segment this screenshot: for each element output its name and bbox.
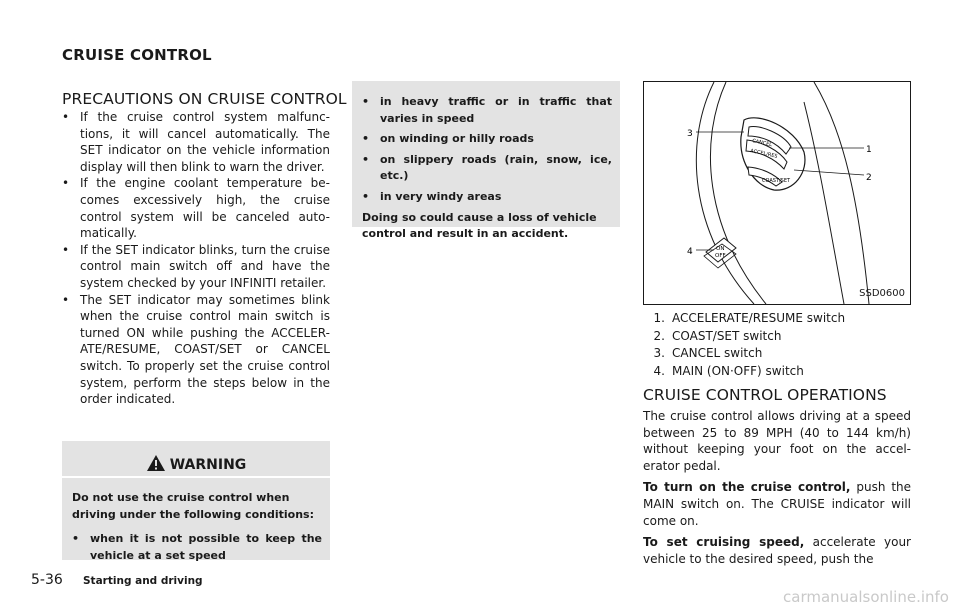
warning-intro: Do not use the cruise control when driving under the following conditions:	[72, 491, 314, 521]
on-label: ON	[716, 246, 725, 252]
coast-label: COAST/SET	[762, 178, 791, 184]
steering-wheel-diagram	[644, 82, 910, 304]
page-number: 5-36	[31, 572, 63, 588]
warning-body	[72, 490, 322, 564]
switch-list	[643, 310, 911, 380]
list-item: • in very windy areas	[362, 189, 502, 203]
list-item: • on winding or hilly roads	[362, 132, 534, 146]
accel-label: ACCEL/RES	[749, 148, 778, 160]
steering-switch-figure	[643, 81, 911, 305]
watermark: carmanualsonline.info	[783, 588, 949, 606]
operations-intro: The cruise control allows driving at a speed between 25 to 89 MPH (40 to 144 km/h) without keeping your foot on the accel-erator pedal.	[643, 409, 911, 473]
list-item: 1. ACCELERATE/RESUME switch	[653, 311, 846, 325]
list-item: • If the SET indicator blinks, turn the cruise control main switch off and have the system checked by your INFINITI retailer.	[62, 242, 330, 290]
warning-triangle-icon	[146, 454, 166, 472]
list-item: • The SET indicator may sometimes blink when the cruise control main switch is turned ON while pushing the ACCELER-ATE/RESUME, COAST/SET or CANCEL switch. To properly set the cruise control system, perform the steps below in the order indicated.	[62, 292, 330, 407]
off-label: OFF	[715, 253, 726, 259]
list-item: • If the engine coolant temperature be-comes excessively high, the cruise control system will be canceled auto-matically.	[62, 176, 330, 241]
list-item: • If the cruise control system malfunc-tions, it will cancel automatically. The SET indicator on the vehicle information display will then blink to warn the driver.	[62, 110, 330, 174]
list-item: 4. MAIN (ON·OFF) switch	[653, 363, 804, 378]
precautions-list	[62, 109, 330, 408]
list-item: • when it is not possible to keep the vehicle at a set speed	[72, 532, 322, 562]
operations-turn-on: To turn on the cruise control, push the MAIN switch on. The CRUISE indicator will come on.	[643, 480, 912, 528]
callout-3: 3	[687, 129, 693, 139]
section-header: CRUISE CONTROL	[62, 46, 212, 64]
list-item: • in heavy traffic or in traffic that varies in speed	[362, 95, 612, 125]
operations-title: CRUISE CONTROL OPERATIONS	[643, 386, 887, 404]
list-item: 2. COAST/SET switch	[653, 328, 782, 343]
warning-continued-body	[362, 94, 612, 243]
warning-title-wrap	[62, 454, 330, 473]
figure-caption: SSD0600	[859, 288, 905, 299]
footer-title: Starting and driving	[83, 575, 203, 587]
list-item: 3. CANCEL switch	[653, 346, 763, 360]
list-item: • on slippery roads (rain, snow, ice, etc.)	[362, 152, 612, 183]
cancel-label: CANCEL	[751, 138, 773, 149]
operations-set-speed: To set cruising speed, accelerate your vehicle to the desired speed, push the	[643, 535, 911, 566]
callout-4: 4	[687, 247, 693, 257]
callout-1: 1	[866, 145, 872, 155]
callout-2: 2	[866, 173, 872, 183]
warning-closing: Doing so could cause a loss of vehicle control and result in an accident.	[362, 210, 597, 241]
precautions-title: PRECAUTIONS ON CRUISE CONTROL	[62, 90, 347, 108]
warning-header	[62, 441, 330, 478]
warning-title: WARNING	[169, 457, 247, 473]
operations-body	[643, 408, 911, 567]
